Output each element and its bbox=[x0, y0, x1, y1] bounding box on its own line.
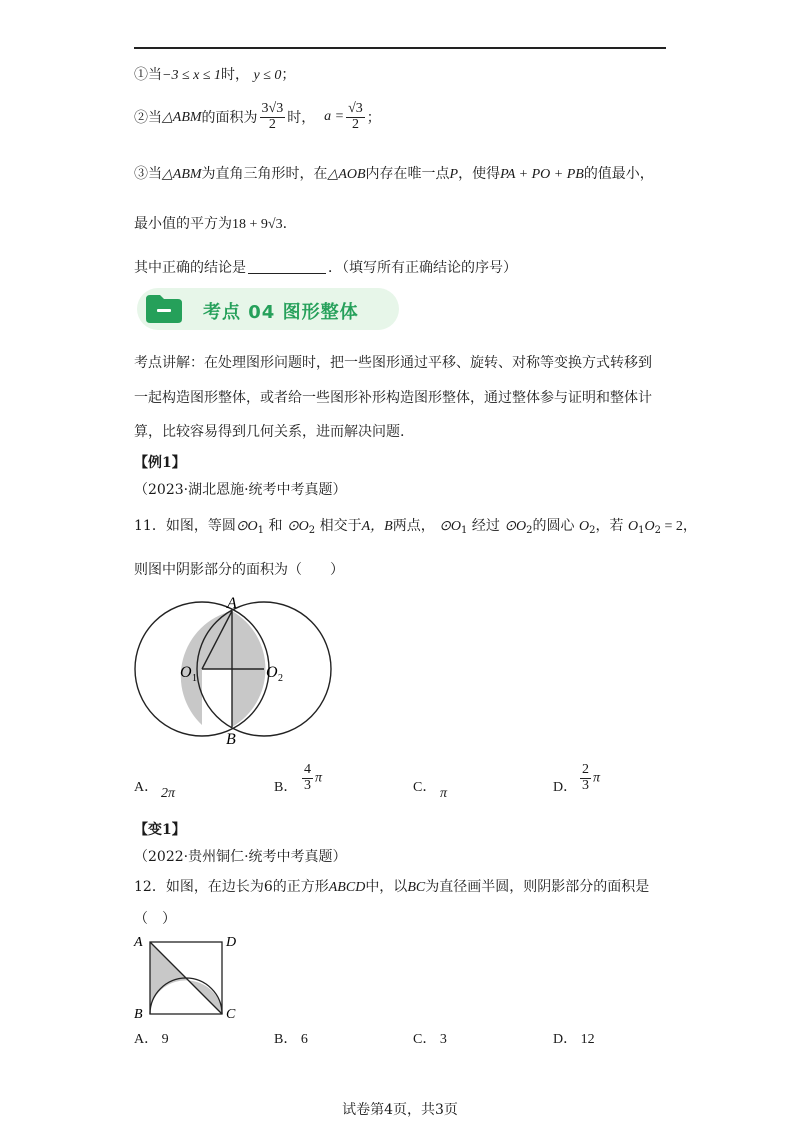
variant-tag: 【变1】 bbox=[134, 822, 186, 838]
explain-line-1: 考点讲解：在处理图形问题时，把一些图形通过平移、旋转、对称等变换方式转移到 bbox=[134, 355, 652, 371]
answer-blank[interactable] bbox=[248, 259, 326, 274]
label-b: B bbox=[134, 1007, 143, 1022]
a-fraction: $\frac{√3}{2}$ bbox=[348, 100, 363, 132]
fill-in-prompt: 其中正确的结论是 ．（填写所有正确结论的序号） bbox=[134, 260, 517, 276]
page-footer: 试卷第4页，共3页 bbox=[342, 1102, 458, 1118]
option-c-value: π bbox=[440, 786, 448, 801]
example-source: （2023·湖北恩施·统考中考真题） bbox=[134, 482, 347, 498]
label-o1: O bbox=[180, 664, 192, 681]
option-a-value: 2π bbox=[161, 786, 176, 801]
label-d: D bbox=[226, 935, 237, 950]
question-11-line1: 11．如图，等圆$⊙O_1$ 和 $⊙O_2$ 相交于A，B两点， $⊙O_1$ 经过 $⊙O_2$的圆心 $O_2$，若 $O_1O_2 = 2$， bbox=[134, 518, 697, 536]
conclusion-3-line2: 最小值的平方为18 + 9√3. bbox=[134, 216, 288, 232]
section-title: 考点 04 图形整体 bbox=[203, 302, 359, 323]
folder-minus-icon bbox=[142, 293, 186, 325]
question-11-line2: 则图中阴影部分的面积为（ ） bbox=[134, 562, 344, 578]
variant-source: （2022·贵州铜仁·统考中考真题） bbox=[134, 849, 347, 865]
question-12-line2: （ ） bbox=[134, 911, 176, 927]
conclusion-2: ②当 △ABM 的面积为 $\frac{3√3}{2}$ 时， a = $\frac{√3}{2}$ ； bbox=[134, 100, 381, 132]
option-b[interactable]: B． bbox=[274, 780, 298, 795]
conclusion-1: ①当−3 ≤ x ≤ 1时， y ≤ 0； bbox=[134, 67, 296, 83]
label-b: B bbox=[226, 731, 236, 748]
option-b-value: $\frac{4}{3}$ π bbox=[304, 762, 323, 793]
option-d[interactable]: D． bbox=[553, 780, 578, 795]
option-a[interactable]: A． 9 bbox=[134, 1032, 169, 1047]
label-c: C bbox=[226, 1007, 236, 1022]
option-d[interactable]: D． 12 bbox=[553, 1032, 595, 1047]
option-a[interactable]: A． bbox=[134, 780, 159, 795]
label-a: A bbox=[134, 935, 143, 950]
label-a: A bbox=[227, 595, 237, 612]
label-o2-sub: 2 bbox=[278, 673, 283, 684]
option-d-value: $\frac{2}{3}$ π bbox=[582, 762, 601, 793]
conclusion-3-line1: ③当△ABM为直角三角形时，在△AOB内存在唯一点P，使得PA + PO + PB的值最小， bbox=[134, 166, 654, 182]
square-semicircle-figure bbox=[130, 930, 242, 1022]
option-c[interactable]: C． bbox=[413, 780, 437, 795]
explain-line-2: 一起构造图形整体，或者给一些图形补形构造图形整体，通过整体参与证明和整体计 bbox=[134, 390, 652, 406]
explain-line-3: 算，比较容易得到几何关系，进而解决问题. bbox=[134, 424, 405, 440]
label-o2: O bbox=[266, 664, 278, 681]
option-b[interactable]: B． 6 bbox=[274, 1032, 308, 1047]
label-o1-sub: 1 bbox=[192, 673, 197, 684]
area-fraction: $\frac{3√3}{2}$ bbox=[261, 100, 284, 132]
question-12-line1: 12．如图，在边长为6的正方形ABCD中，以BC为直径画半圆，则阴影部分的面积是 bbox=[134, 879, 650, 895]
two-circles-figure bbox=[126, 590, 346, 750]
example-tag: 【例1】 bbox=[134, 455, 186, 471]
top-rule bbox=[134, 47, 666, 49]
option-c[interactable]: C． 3 bbox=[413, 1032, 447, 1047]
shaded-region-left bbox=[150, 942, 189, 1010]
